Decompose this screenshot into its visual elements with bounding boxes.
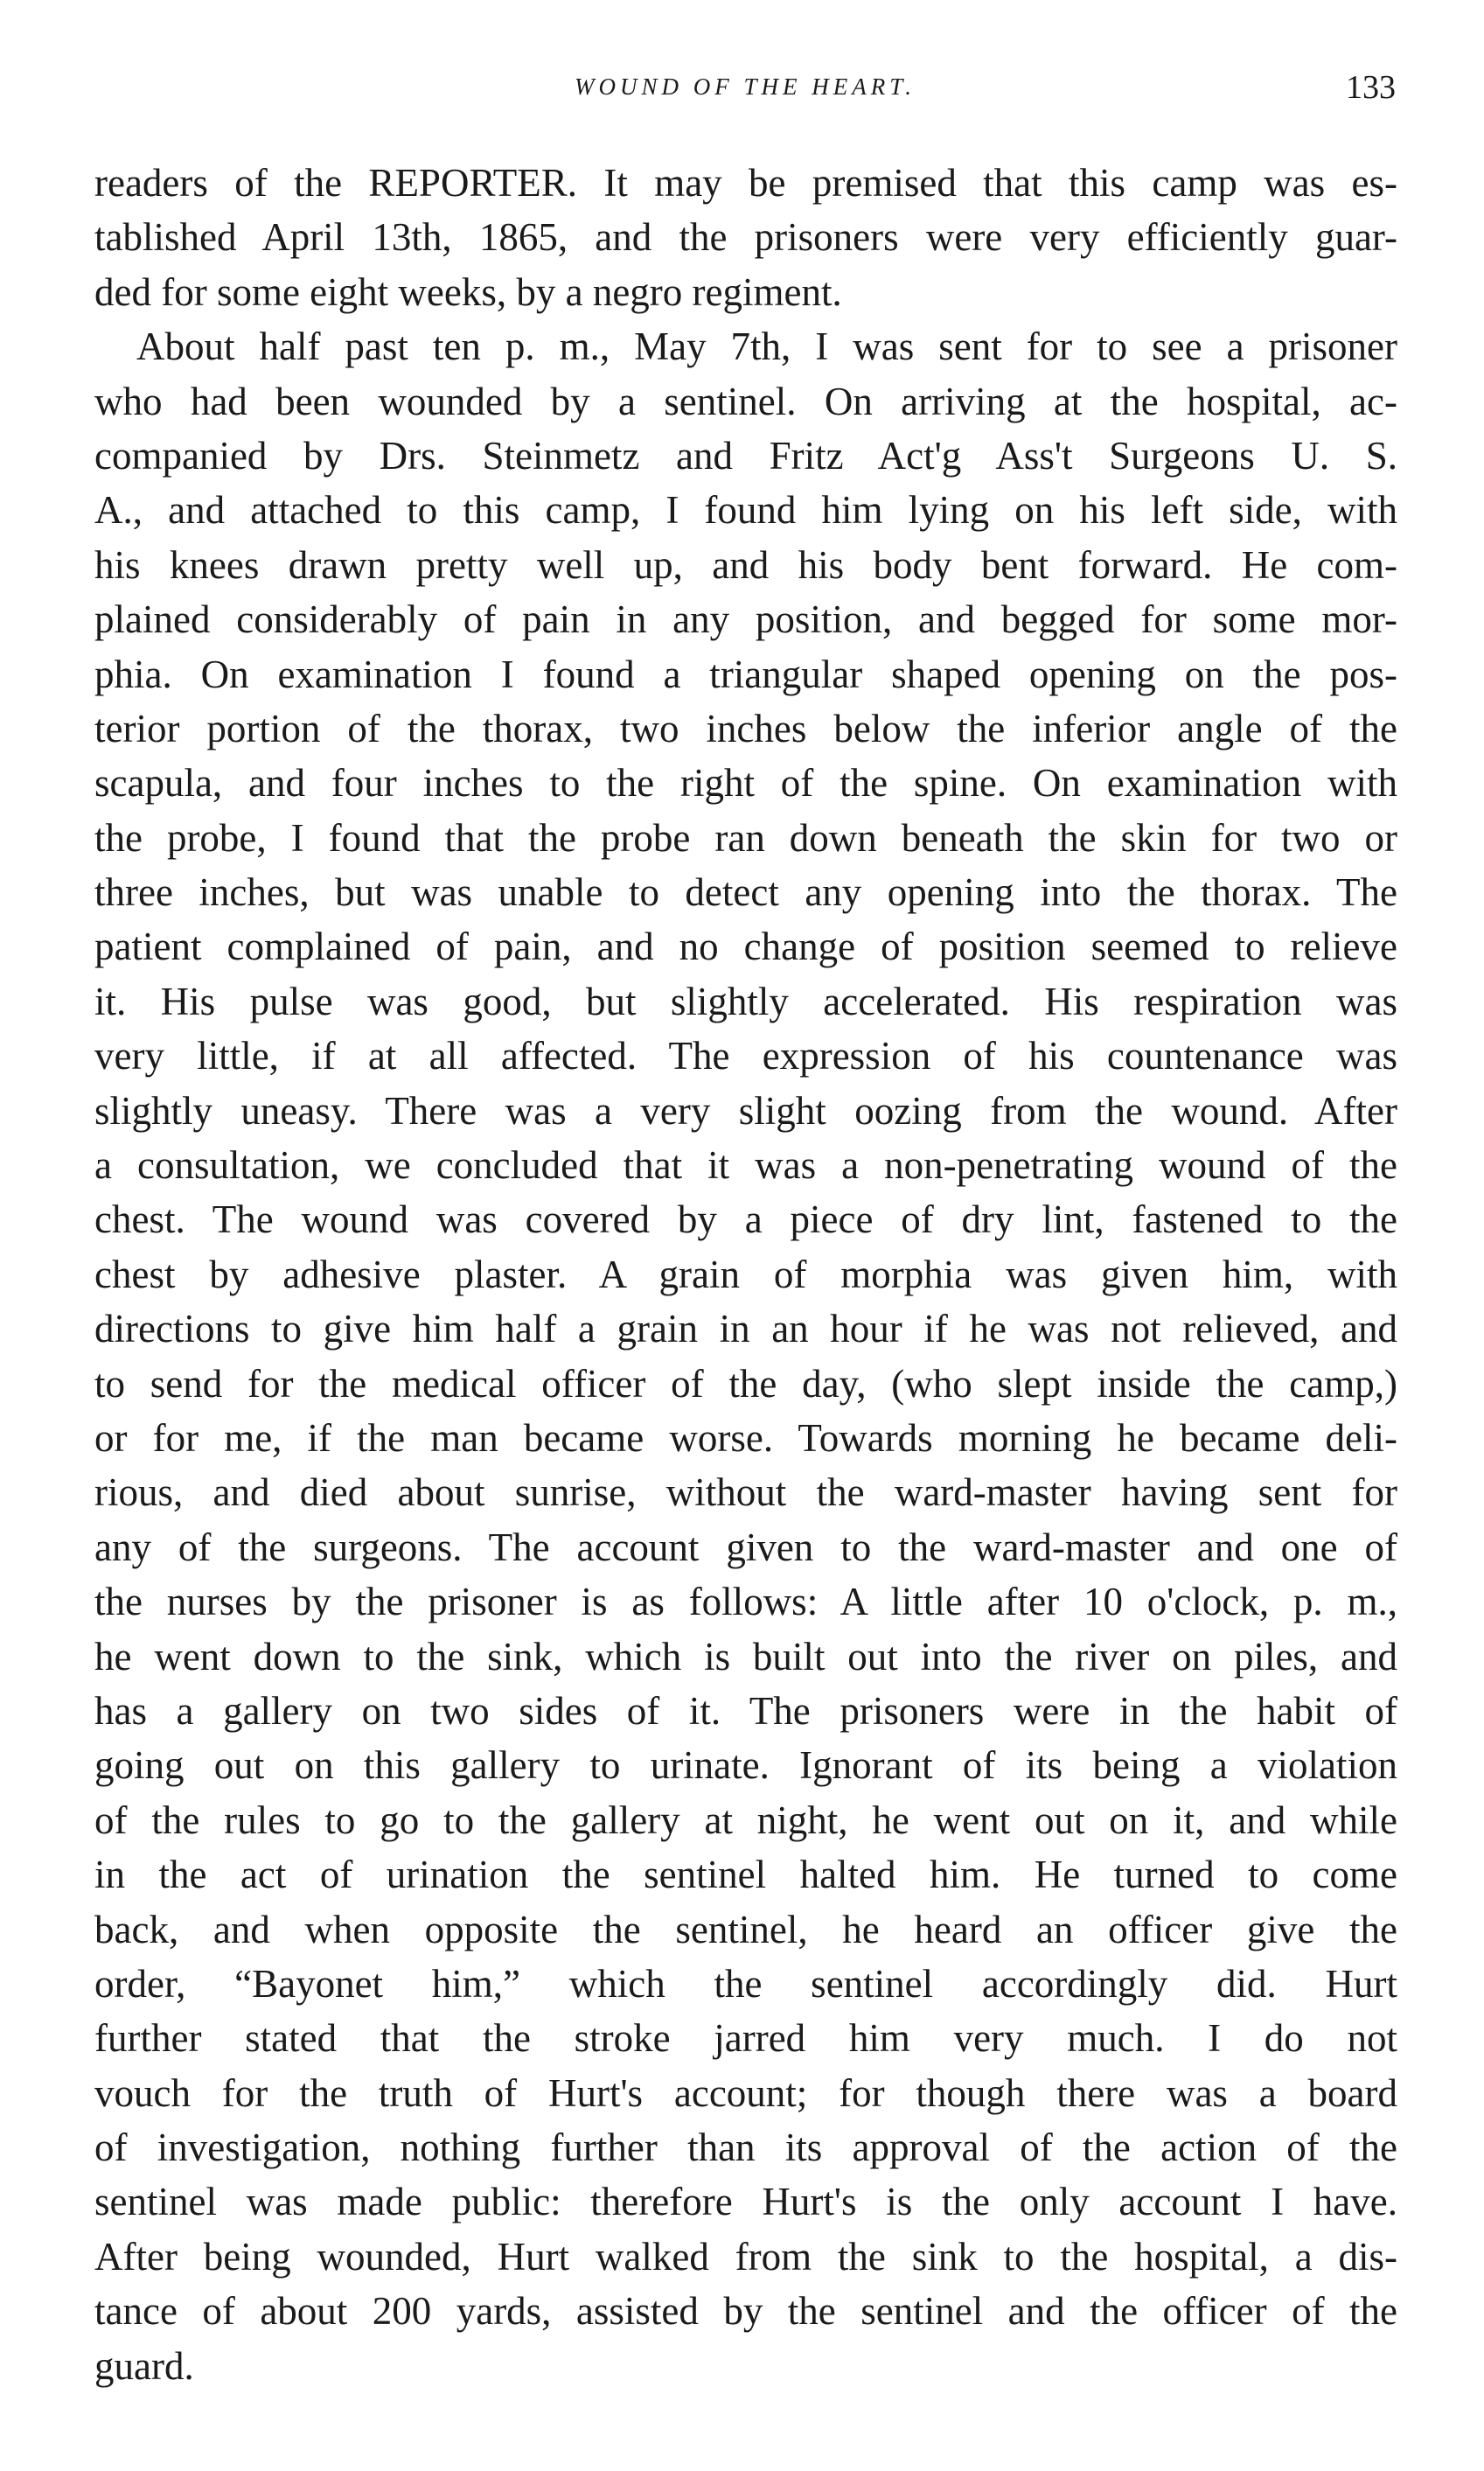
text-line: chest by adhesive plaster. A grain of morphia was given him, with [94, 1252, 1397, 1296]
text-line: plained considerably of pain in any position, and begged for some mor- [94, 597, 1397, 642]
text-line: tance of about 200 yards, assisted by the sentinel and the officer of the [94, 2289, 1397, 2334]
text-line: in the act of urination the sentinel halted him. He turned to come [94, 1853, 1397, 1897]
text-line: ded for some eight weeks, by a negro regiment. [94, 269, 842, 314]
text-line: patient complained of pain, and no change of position seemed to relieve [94, 925, 1397, 969]
text-line: he went down to the sink, which is built out into the river on piles, and [94, 1634, 1397, 1679]
text-line: phia. On examination I found a triangular shaped opening on the pos- [94, 652, 1397, 696]
text-line: companied by Drs. Steinmetz and Fritz Act'g Ass't Surgeons U. S. [94, 433, 1397, 478]
text-line: three inches, but was unable to detect any opening into the thorax. The [94, 870, 1397, 915]
text-line: the probe, I found that the probe ran down beneath the skin for two or [94, 815, 1397, 860]
text-line: After being wounded, Hurt walked from the sink to the hospital, a dis- [94, 2234, 1397, 2279]
text-line: sentinel was made public: therefore Hurt's is the only account I have. [94, 2180, 1397, 2224]
text-line: scapula, and four inches to the right of the spine. On examination with [94, 761, 1397, 806]
text-line: guard. [94, 2343, 194, 2388]
text-line: who had been wounded by a sentinel. On arriving at the hospital, ac- [94, 379, 1397, 423]
text-line: of investigation, nothing further than its approval of the action of the [94, 2125, 1397, 2170]
text-line: rious, and died about sunrise, without the ward-master having sent for [94, 1470, 1397, 1515]
text-line: has a gallery on two sides of it. The prisoners were in the habit of [94, 1688, 1397, 1733]
body-text [94, 156, 1397, 2393]
text-line: the nurses by the prisoner is as follows: A little after 10 o'clock, p. m., [94, 1580, 1397, 1624]
text-line: a consultation, we concluded that it was a non-penetrating wound of the [94, 1143, 1397, 1188]
text-line: vouch for the truth of Hurt's account; for though there was a board [94, 2070, 1397, 2115]
text-line: back, and when opposite the sentinel, he heard an officer give the [94, 1907, 1397, 1951]
text-line: any of the surgeons. The account given to the ward-master and one of [94, 1525, 1397, 1569]
text-line: tablished April 13th, 1865, and the prisoners were very efficiently guar- [94, 215, 1397, 260]
page-number: 133 [1346, 69, 1396, 106]
running-title: WOUND OF THE HEART. [575, 73, 916, 100]
text-line: A., and attached to this camp, I found him lying on his left side, with [94, 488, 1397, 533]
text-line: further stated that the stroke jarred him very much. I do not [94, 2016, 1397, 2061]
text-line: or for me, if the man became worse. Towards morning he became deli- [94, 1415, 1397, 1460]
text-line: going out on this gallery to urinate. Ignorant of its being a violation [94, 1743, 1397, 1788]
text-line: directions to give him half a grain in an hour if he was not relieved, and [94, 1307, 1397, 1351]
text-line: chest. The wound was covered by a piece of dry lint, fastened to the [94, 1197, 1397, 1242]
text-line: it. His pulse was good, but slightly accelerated. His respiration was [94, 979, 1397, 1023]
text-line: to send for the medical officer of the day, (who slept inside the camp,) [94, 1361, 1397, 1406]
text-line: order, “Bayonet him,” which the sentinel accordingly did. Hurt [94, 1961, 1397, 2006]
running-head [94, 69, 1396, 117]
text-line: of the rules to go to the gallery at night, he went out on it, and while [94, 1797, 1397, 1842]
text-line: readers of the REPORTER. It may be premised that this camp was es- [94, 161, 1397, 205]
text-line: About half past ten p. m., May 7th, I was sent for to see a prisoner [136, 325, 1397, 369]
text-line: terior portion of the thorax, two inches below the inferior angle of the [94, 706, 1397, 750]
text-line: very little, if at all affected. The expression of his countenance was [94, 1034, 1397, 1078]
text-line: his knees drawn pretty well up, and his body bent forward. He com- [94, 542, 1397, 587]
text-line: slightly uneasy. There was a very slight oozing from the wound. After [94, 1088, 1397, 1133]
